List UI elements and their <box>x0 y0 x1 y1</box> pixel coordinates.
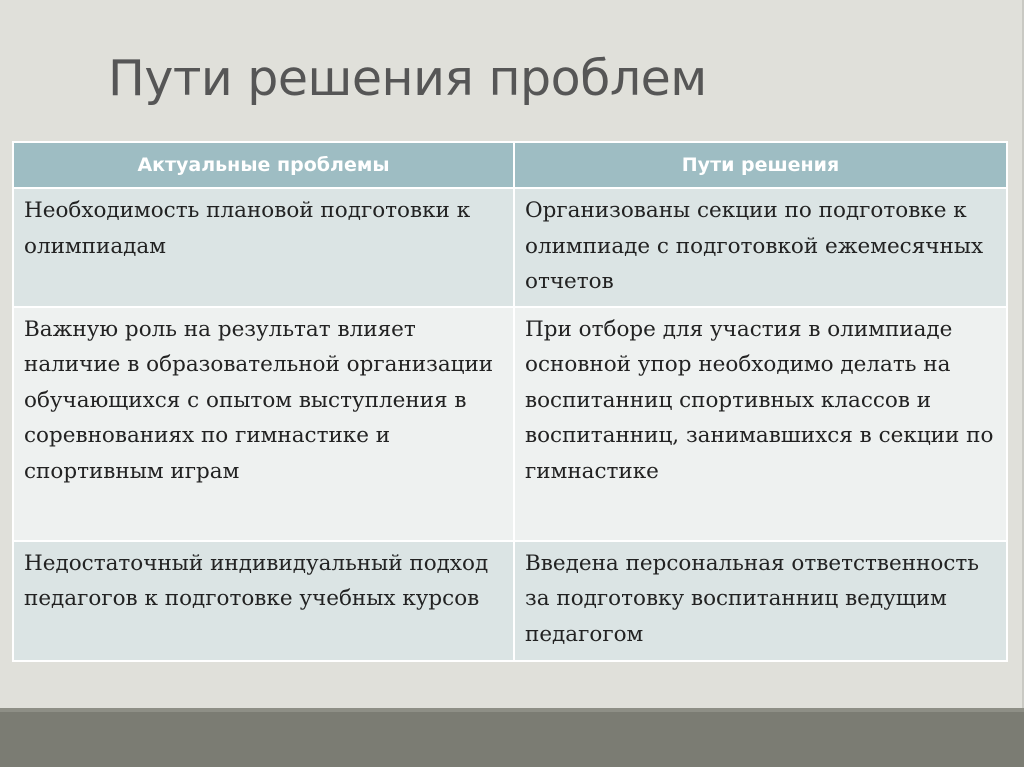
table-row <box>13 307 1007 541</box>
table-header-row <box>13 142 1007 188</box>
slide-title: Пути решения проблем <box>108 50 707 107</box>
header-solutions: Пути решения <box>514 142 1007 188</box>
header-problems: Актуальные проблемы <box>13 142 514 188</box>
problem-cell: Недостаточный индивидуальный подход педагогов к подготовке учебных курсов <box>13 541 514 661</box>
problem-cell: Необходимость плановой подготовки к олимпиадам <box>13 188 514 307</box>
table-row <box>13 188 1007 307</box>
problems-solutions-table <box>12 141 1008 662</box>
solution-cell: При отборе для участия в олимпиаде основной упор необходимо делать на воспитанниц спортивных классов и воспитанниц, занимавшихся в секции по гимнастике <box>514 307 1007 541</box>
bottom-band <box>0 708 1024 767</box>
problem-cell: Важную роль на результат влияет наличие в образовательной организации обучающихся с опытом выступления в соревнованиях по гимнастике и спортивным играм <box>13 307 514 541</box>
solution-cell: Организованы секции по подготовке к олимпиаде с подготовкой ежемесячных отчетов <box>514 188 1007 307</box>
bottom-band-highlight <box>0 708 1024 712</box>
solution-cell: Введена персональная ответственность за подготовку воспитанниц ведущим педагогом <box>514 541 1007 661</box>
table-row <box>13 541 1007 661</box>
